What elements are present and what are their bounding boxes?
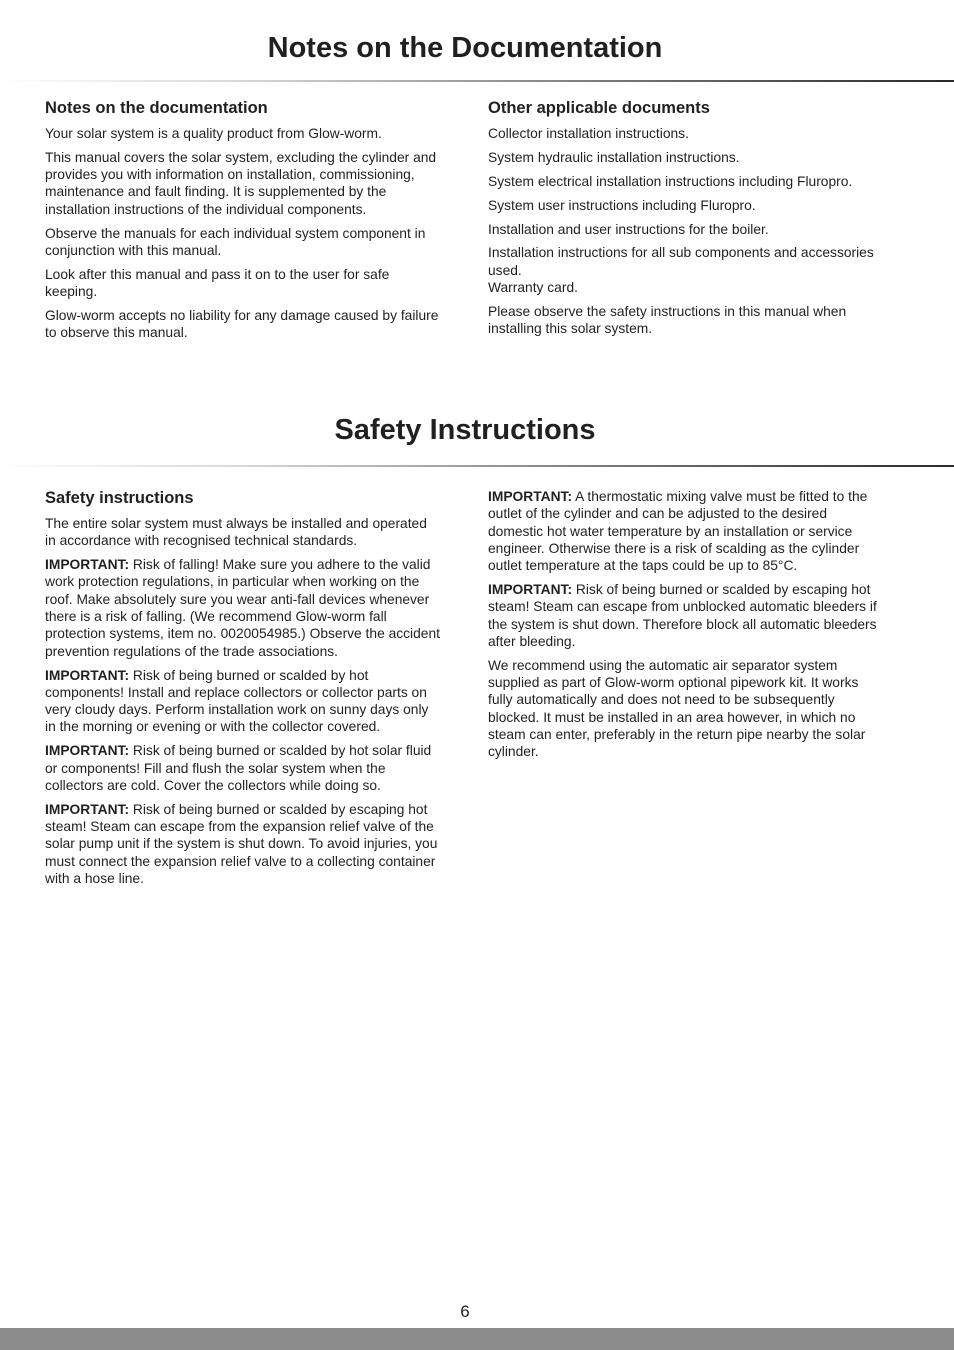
important-label: IMPORTANT: [488, 582, 573, 598]
page-title-safety: Safety Instructions [334, 414, 596, 446]
recommendation-paragraph: We recommend using the automatic air separator system supplied as part of Glow-worm optional pipework kit. It works fully automatically and does not need to be subsequently blocked. It must be installed in an area however, in which no steam can enter, preferably in the return pipe nearby the solar cylinder. [488, 657, 866, 760]
important-label: IMPORTANT: [45, 667, 130, 683]
warning-text: Risk of being burned or scalded by hot solar fluid or components! Fill and flush the solar system when the collectors are cold. Cover the collectors while doing so. [45, 743, 432, 793]
safety-right-column [488, 488, 883, 767]
warning-paragraph [488, 581, 883, 650]
other-docs-column [488, 98, 883, 344]
safety-intro: The entire solar system must always be installed and operated in accordance with recognised technical standards. [45, 516, 427, 549]
safety-left-column [45, 488, 441, 894]
warning-paragraph [45, 556, 441, 660]
notes-paragraph: Look after this manual and pass it on to the user for safe keeping. [45, 266, 390, 300]
doc-item: Warranty card. [488, 280, 578, 296]
warning-text: A thermostatic mixing valve must be fitted to the outlet of the cylinder and can be adjusted to the desired domestic hot water temperature by an installation or service engineer. Otherwise there is a risk of scalding as the cylinder outlet temperature at the taps could be up to 85°C. [488, 489, 868, 574]
warning-paragraph [488, 488, 883, 574]
notes-paragraph: Observe the manuals for each individual system component in conjunction with this manual. [45, 225, 426, 258]
doc-item: System user instructions including Fluropro. [488, 197, 756, 213]
doc-item: System hydraulic installation instructions. [488, 149, 740, 165]
warning-paragraph [45, 801, 441, 887]
title-rule-safety [0, 465, 954, 467]
doc-item: System electrical installation instructions including Fluropro. [488, 173, 853, 189]
warning-text: Risk of being burned or scalded by escaping hot steam! Steam can escape from unblocked automatic bleeders if the system is shut down. Therefore block all automatic bleeders after bleeding. [488, 582, 877, 649]
doc-item: Collector installation instructions. [488, 126, 689, 141]
important-label: IMPORTANT: [488, 489, 573, 504]
notes-left-column [45, 98, 440, 348]
warning-paragraph [45, 667, 441, 736]
notes-paragraph: Your solar system is a quality product from Glow-worm. [45, 126, 382, 141]
warning-text: Risk of being burned or scalded by escaping hot steam! Steam can escape from the expansion relief valve of the solar pump unit if the system is shut down. To avoid injuries, you must connect the expansion relief valve to a collecting container with a hose line. [45, 801, 438, 887]
footer-bar [0, 1328, 954, 1350]
other-docs-heading: Other applicable documents [488, 99, 710, 117]
doc-item: Installation and user instructions for the boiler. [488, 221, 769, 237]
important-label: IMPORTANT: [45, 743, 130, 759]
important-label: IMPORTANT: [45, 557, 130, 573]
page-title-notes: Notes on the Documentation [267, 32, 663, 64]
warning-text: Risk of being burned or scalded by hot components! Install and replace collectors or collector parts on very cloudy days. Perform installation work on sunny days only in the morning or evening or with the collector covered. [45, 667, 429, 735]
notes-heading: Notes on the documentation [45, 99, 268, 117]
page-number: 6 [460, 1302, 470, 1321]
important-label: IMPORTANT: [45, 801, 130, 817]
safety-heading: Safety instructions [45, 489, 194, 507]
title-rule-notes [0, 80, 954, 82]
doc-item: Please observe the safety instructions in this manual when installing this solar system. [488, 303, 847, 337]
notes-paragraph: This manual covers the solar system, excluding the cylinder and provides you with information on installation, commissioning, maintenance and fault finding. It is supplemented by the installation instructions of the individual components. [45, 149, 437, 217]
warning-text: Risk of falling! Make sure you adhere to the valid work protection regulations, in particular when working on the roof. Make absolutely sure you wear anti-fall devices whenever there is a risk of falling. (We recommend Glow-worm fall protection systems, item no. 0020054985.) Observe the accident prevention regulations of the trade associations. [45, 557, 440, 659]
notes-paragraph: Glow-worm accepts no liability for any damage caused by failure to observe this manual. [45, 308, 439, 341]
doc-item: Installation instructions for all sub components and accessories used. [488, 245, 874, 278]
warning-paragraph [45, 742, 441, 794]
